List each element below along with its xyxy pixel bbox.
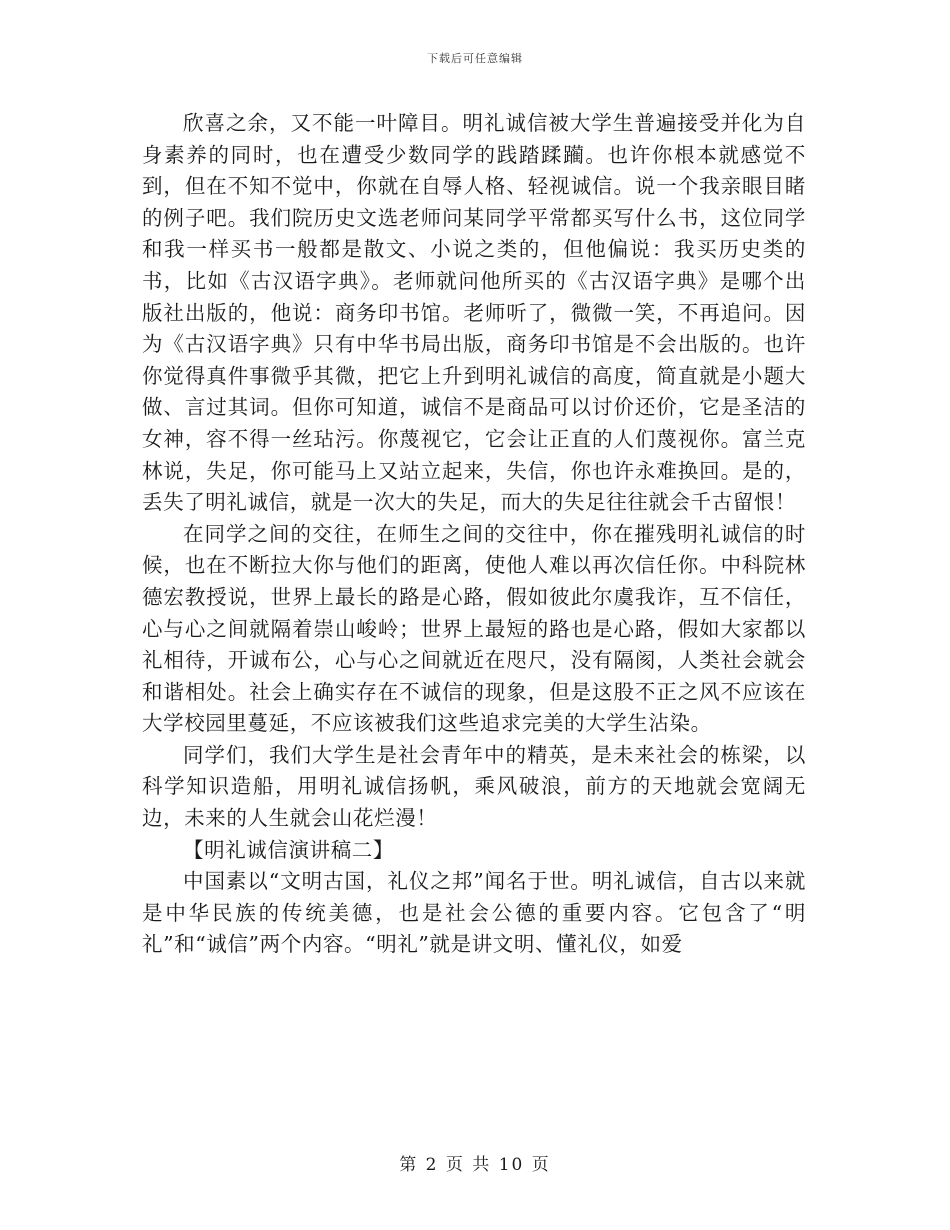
paragraph-1: 欣喜之余，又不能一叶障目。明礼诚信被大学生普遍接受并化为自身素养的同时，也在遭受少数同学的践踏蹂躏。也许你根本就感觉不到，但在不知不觉中，你就在自辱人格、轻视诚信。说一个我亲眼目睹的例子吧。我们院历史文选老师问某同学平常都买写什么书，这位同学和我一样买书一般都是散文、小说之类的，但他偏说：我买历史类的书，比如《古汉语字典》。老师就问他所买的《古汉语字典》是哪个出版社出版的，他说：商务印书馆。老师听了，微微一笑，不再追问。因为《古汉语字典》只有中华书局出版，商务印书馆是不会出版的。也许你觉得真件事微乎其微，把它上升到明礼诚信的高度，简直就是小题大做、言过其词。但你可知道，诚信不是商品可以讨价还价，它是圣洁的女神，容不得一丝玷污。你蔑视它，它会让正直的人们蔑视你。富兰克林说，失足，你可能马上又站立起来，失信，你也许永难换回。是的，丢失了明礼诚信，就是一次大的失足，而大的失足往往就会千古留恨！ xyxy=(142,111,806,515)
paragraph-4: 中国素以“文明古国，礼仪之邦”闻名于世。明礼诚信，自古以来就是中华民族的传统美德，也是社会公德的重要内容。它包含了“明礼”和“诚信”两个内容。“明礼”就是讲文明、懂礼仪，如爱 xyxy=(142,869,806,957)
document-body xyxy=(142,108,806,961)
page-header: 下载后可任意编辑 xyxy=(427,52,523,65)
page-footer: 第 2 页 共 10 页 xyxy=(399,1155,551,1175)
section-heading: 【明礼诚信演讲稿二】 xyxy=(183,837,394,862)
paragraph-2: 在同学之间的交往，在师生之间的交往中，你在摧残明礼诚信的时候，也在不断拉大你与他们的距离，使他人难以再次信任你。中科院林德宏教授说，世界上最长的路是心路，假如彼此尔虞我诈，互不信任，心与心之间就隔着崇山峻岭；世界上最短的路也是心路，假如大家都以礼相待，开诚布公，心与心之间就近在咫尺，没有隔阂，人类社会就会和谐相处。社会上确实存在不诚信的现象，但是这股不正之风不应该在大学校园里蔓延，不应该被我们这些追求完美的大学生沾染。 xyxy=(142,521,806,736)
paragraph-3: 同学们，我们大学生是社会青年中的精英，是未来社会的栋梁，以科学知识造船，用明礼诚信扬帆，乘风破浪，前方的天地就会宽阔无边，未来的人生就会山花烂漫！ xyxy=(142,742,806,831)
